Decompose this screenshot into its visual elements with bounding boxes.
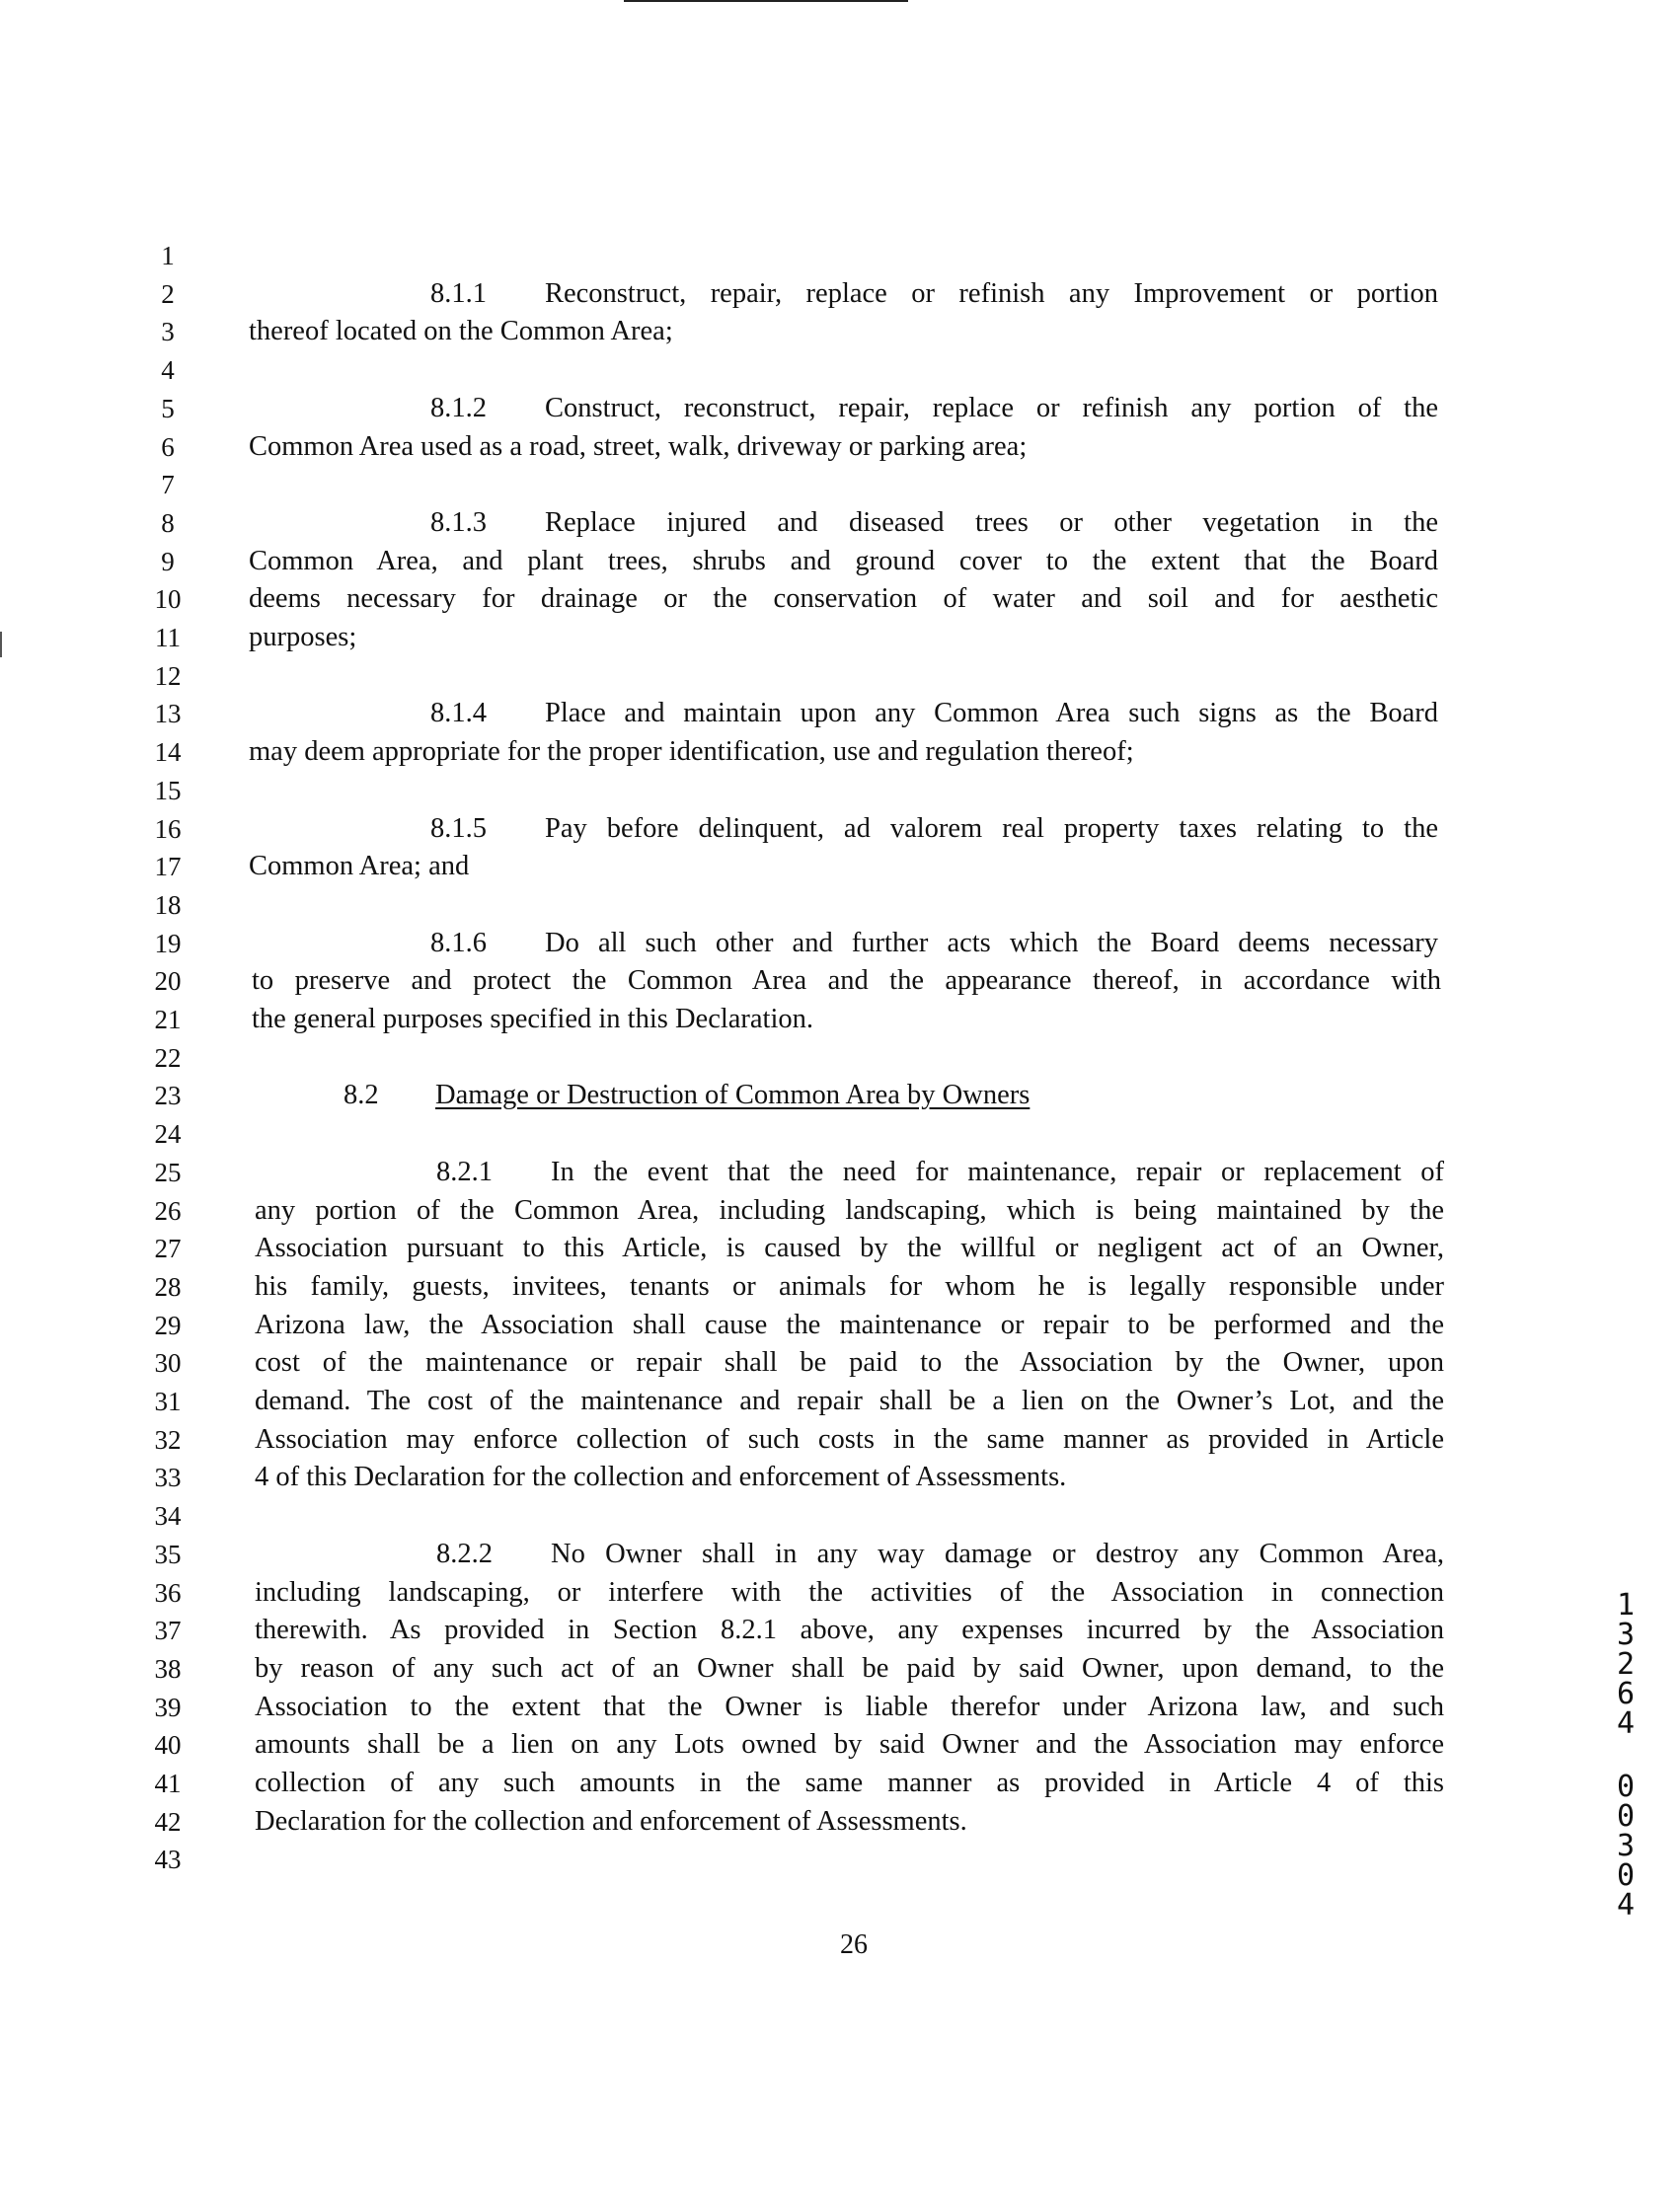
section-heading: Damage or Destruction of Common Area by Owners (435, 1080, 1031, 1111)
text-line: No Owner shall in any way damage or destroy any Common Area, (551, 1538, 1444, 1569)
line-number: 15 (154, 775, 182, 805)
stamp-part-1 (1611, 1588, 1641, 1741)
line-number: 21 (154, 1005, 182, 1034)
stamp-digit: 0 (1616, 1858, 1636, 1893)
text-line: purposes; (249, 622, 357, 652)
text-line: Replace injured and diseased trees or other vegetation in the (545, 506, 1438, 538)
text-line: the general purposes specified in this Declaration. (252, 1004, 814, 1034)
line-number: 10 (154, 584, 182, 615)
line-number: 4 (161, 355, 175, 386)
section-number: 8.1.3 (430, 506, 487, 538)
line-number: 5 (161, 393, 175, 423)
line-number: 2 (161, 278, 175, 309)
section-number: 8.1.1 (430, 277, 487, 309)
stamp-digit: 4 (1616, 1888, 1636, 1923)
text-line: thereof located on the Common Area; (249, 316, 673, 347)
line-number: 35 (154, 1539, 182, 1569)
stamp-digit: 0 (1616, 1770, 1636, 1804)
line-number: 13 (154, 699, 182, 729)
line-number: 20 (154, 966, 182, 997)
text-line: Common Area used as a road, street, walk, driveway or parking area; (249, 430, 1028, 462)
stamp-digit: 3 (1616, 1618, 1636, 1652)
text-line: Construct, reconstruct, repair, replace or refinish any portion of the (545, 392, 1438, 423)
line-number: 11 (155, 623, 181, 652)
text-line: In the event that the need for maintenance, repair or replacement of (551, 1156, 1444, 1187)
line-number: 34 (154, 1501, 182, 1532)
text-line: deems necessary for drainage or the conservation of water and soil and for aesthetic (249, 583, 1438, 615)
line-number: 30 (154, 1348, 182, 1379)
line-number: 28 (154, 1271, 182, 1302)
text-line: to preserve and protect the Common Area and the appearance thereof, in accordance with (252, 965, 1441, 997)
line-number: 18 (154, 889, 182, 920)
text-line: Place and maintain upon any Common Area such signs as the Board (545, 698, 1438, 729)
scan-margin-mark (0, 632, 2, 657)
line-number: 16 (154, 813, 182, 844)
stamp-digit: 0 (1616, 1799, 1636, 1834)
line-number: 7 (161, 470, 175, 500)
line-number: 26 (154, 1195, 182, 1226)
text-line: Common Area, and plant trees, shrubs and ground cover to the extent that the Board (249, 545, 1438, 576)
line-number: 17 (154, 852, 182, 882)
line-number: 25 (154, 1157, 182, 1187)
page-number: 26 (840, 1929, 868, 1960)
text-line: may deem appropriate for the proper identification, use and regulation thereof; (249, 736, 1134, 768)
section-number: 8.1.2 (430, 392, 487, 423)
line-number: 36 (154, 1577, 182, 1608)
line-number: 8 (161, 507, 175, 538)
text-line: therewith. As provided in Section 8.2.1 above, any expenses incurred by the Association (255, 1615, 1444, 1646)
line-number: 37 (154, 1616, 182, 1646)
section-number: 8.2 (344, 1080, 379, 1111)
line-number: 38 (154, 1653, 182, 1684)
line-number: 40 (154, 1730, 182, 1761)
line-number: 14 (154, 737, 182, 768)
stamp-digit: 6 (1616, 1677, 1636, 1711)
text-line: cost of the maintenance or repair shall be paid to the Association by the Owner, upon (255, 1347, 1444, 1379)
stamp-part-2 (1611, 1770, 1641, 1923)
line-number: 41 (154, 1769, 182, 1798)
section-number: 8.1.6 (430, 927, 487, 958)
text-line: Arizona law, the Association shall cause the maintenance or repair to be performed and the (255, 1309, 1444, 1340)
line-number: 32 (154, 1424, 182, 1455)
line-number: 19 (154, 928, 182, 958)
section-number: 8.2.2 (436, 1538, 493, 1569)
line-number: 9 (161, 546, 175, 576)
stamp-digit: 1 (1616, 1588, 1636, 1623)
text-line: Association pursuant to this Article, is caused by the willful or negligent act of an Owner, (255, 1233, 1444, 1264)
text-line: amounts shall be a lien on any Lots owned by said Owner and the Association may enforce (255, 1729, 1444, 1761)
line-number: 22 (154, 1042, 182, 1073)
stamp-digit: 3 (1616, 1829, 1636, 1863)
line-number: 43 (154, 1845, 182, 1875)
line-number: 3 (161, 317, 175, 347)
line-number: 31 (154, 1387, 182, 1416)
text-line: demand. The cost of the maintenance and repair shall be a lien on the Owner’s Lot, and the (255, 1386, 1444, 1416)
line-number: 1 (161, 241, 175, 270)
text-line: his family, guests, invitees, tenants or animals for whom he is legally responsible under (255, 1270, 1444, 1302)
text-line: Do all such other and further acts which the Board deems necessary (545, 927, 1438, 958)
text-line: Association may enforce collection of such costs in the same manner as provided in Article (255, 1423, 1444, 1455)
scan-top-rule (624, 0, 908, 2)
text-line: Pay before delinquent, ad valorem real property taxes relating to the (545, 812, 1438, 844)
section-number: 8.1.4 (430, 698, 487, 729)
text-line: collection of any such amounts in the same manner as provided in Article 4 of this (255, 1768, 1444, 1798)
stamp-digit: 2 (1616, 1647, 1636, 1682)
recording-stamp (1611, 1588, 1641, 1923)
line-number: 23 (154, 1081, 182, 1111)
line-number: 6 (161, 431, 175, 462)
line-number: 24 (154, 1119, 182, 1150)
section-number: 8.1.5 (430, 812, 487, 844)
text-line: 4 of this Declaration for the collection and enforcement of Assessments. (255, 1462, 1067, 1493)
text-line: Reconstruct, repair, replace or refinish any Improvement or portion (545, 277, 1438, 309)
text-line: by reason of any such act of an Owner shall be paid by said Owner, upon demand, to the (255, 1652, 1444, 1684)
text-line: Declaration for the collection and enforcement of Assessments. (255, 1805, 967, 1837)
text-line: Common Area; and (249, 851, 470, 882)
line-number: 42 (154, 1806, 182, 1837)
line-number: 27 (154, 1234, 182, 1264)
text-line: Association to the extent that the Owner is liable therefor under Arizona law, and such (255, 1691, 1444, 1722)
stamp-digit: 4 (1616, 1706, 1636, 1741)
line-number: 12 (154, 660, 182, 691)
text-line: including landscaping, or interfere with the activities of the Association in connection (255, 1576, 1444, 1608)
line-number: 39 (154, 1692, 182, 1722)
line-number: 33 (154, 1463, 182, 1493)
text-line: any portion of the Common Area, including landscaping, which is being maintained by the (255, 1194, 1444, 1226)
line-number: 29 (154, 1310, 182, 1340)
section-number: 8.2.1 (436, 1156, 493, 1187)
